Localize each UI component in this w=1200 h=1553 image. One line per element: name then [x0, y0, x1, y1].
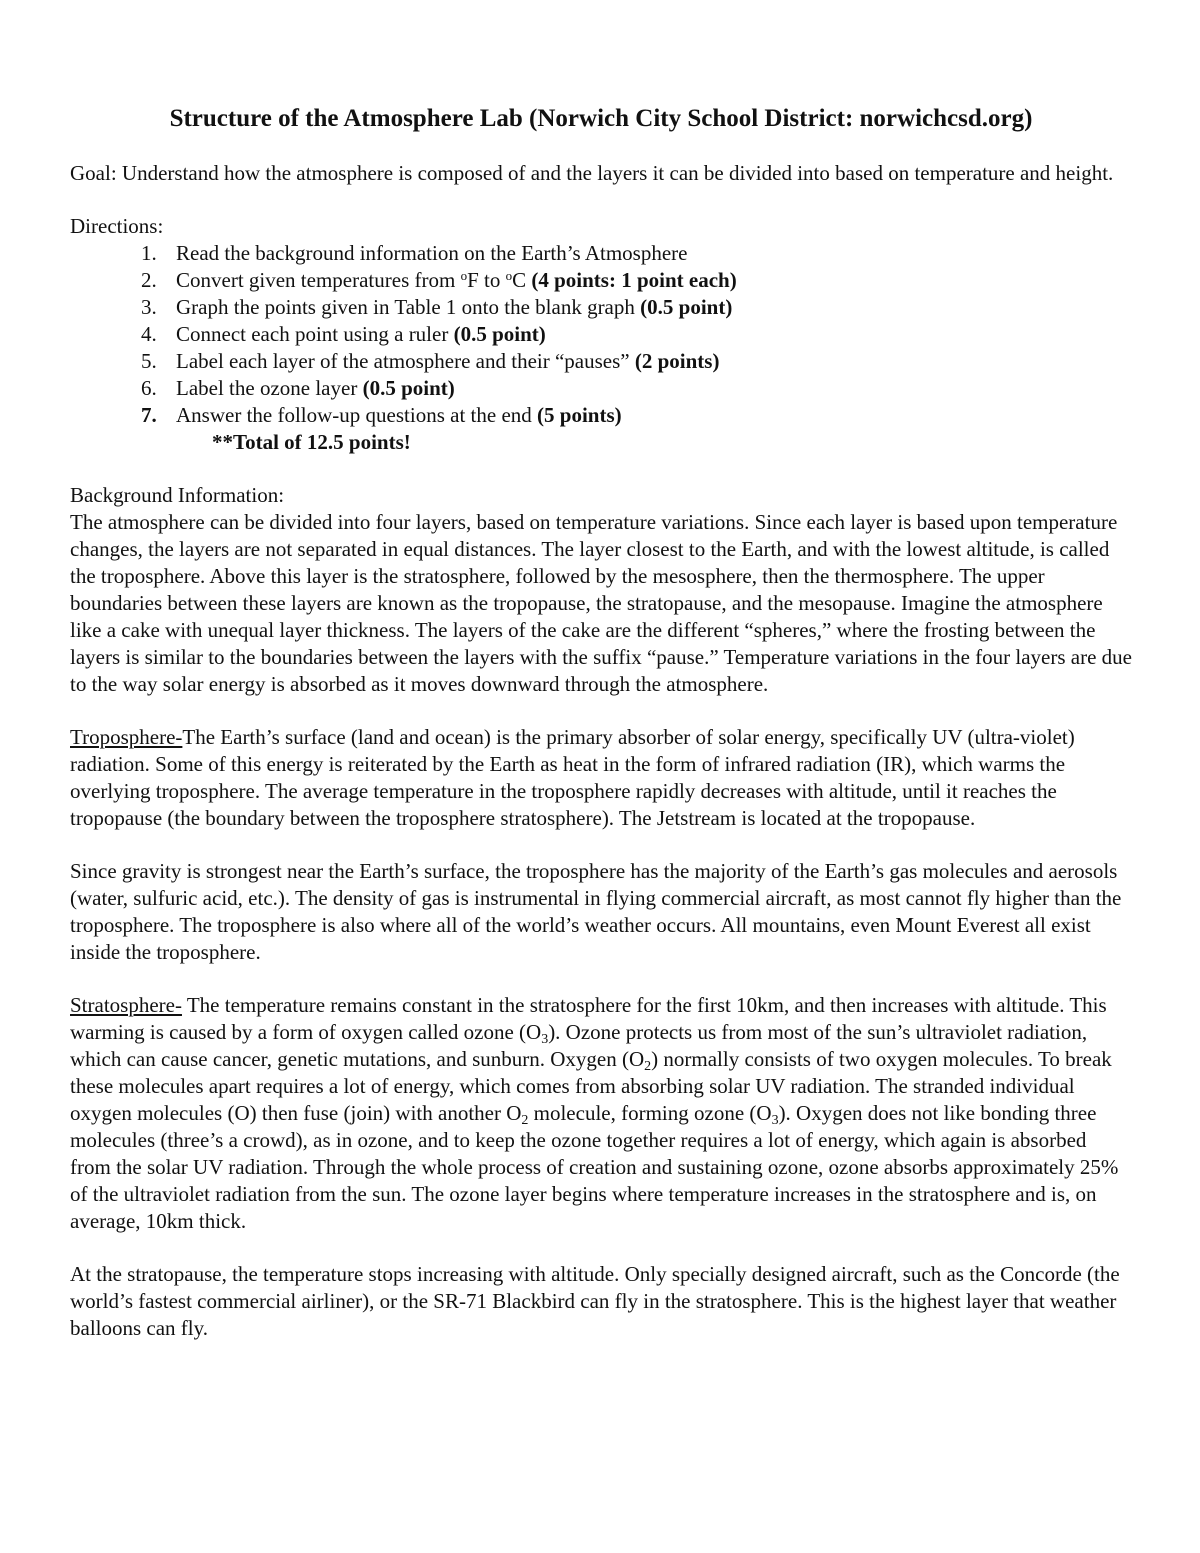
- direction-points: (0.5 point): [453, 322, 546, 346]
- direction-item: 3. Graph the points given in Table 1 onto the blank graph (0.5 point): [141, 295, 733, 319]
- degree-symbol: o: [460, 268, 468, 283]
- background-label: Background Information:: [70, 483, 285, 507]
- direction-item: 5. Label each layer of the atmosphere and their “pauses” (2 points): [141, 349, 720, 373]
- direction-item: 7. Answer the follow-up questions at the end (5 points): [141, 403, 622, 427]
- goal-paragraph: Goal: Understand how the atmosphere is composed of and the layers it can be divided into based on temperature and height.: [70, 161, 1114, 185]
- direction-points: (0.5 point): [640, 295, 733, 319]
- direction-points: (4 points: 1 point each): [531, 268, 737, 292]
- troposphere-paragraph: Troposphere-The Earth’s surface (land and ocean) is the primary absorber of solar energy, specifically UV (ultra-violet) radiation. Some of this energy is reiterated by the Earth as heat in the form of infrared radiation (IR), which warms the overlying troposphere. The average temperature in the troposphere rapidly decreases with altitude, until it reaches the tropopause (the boundary between the troposphere stratosphere). The Jetstream is located at the tropopause.: [70, 725, 1075, 830]
- direction-points: (2 points): [634, 349, 720, 373]
- stratosphere-heading: Stratosphere-: [70, 993, 182, 1017]
- troposphere-heading: Troposphere-: [70, 725, 183, 749]
- direction-item: 6. Label the ozone layer (0.5 point): [141, 376, 455, 400]
- directions-list: [70, 240, 1132, 429]
- stratosphere-paragraph: Stratosphere- The temperature remains constant in the stratosphere for the first 10km, and then increases with altitude. This warming is caused by a form of oxygen called ozone $(O_3)$. Ozone protects us from most of the sun’s ultraviolet radiation, which can cause cancer, genetic mutations, and sunburn. Oxygen $(O_2)$ normally consists of two oxygen molecules. To break these molecules apart requires a lot of energy, which comes from absorbing solar UV radiation. The stranded individual oxygen molecules (O) then fuse (join) with another $O_2$ molecule, forming ozone $(O_3)$. Oxygen does not like bonding three molecules (three’s a crowd), as in ozone, and to keep the ozone together requires a lot of energy, which again is absorbed from the solar UV radiation. Through the whole process of creation and sustaining ozone, ozone absorbs approximately 25% of the ultraviolet radiation from the sun. The ozone layer begins where temperature increases in the stratosphere and is, on average, 10km thick.: [70, 993, 1119, 1233]
- direction-item: 2. Convert given temperatures from $^o$F to $^o$C (4 points: 1 point each): [141, 268, 737, 292]
- background-paragraph: The atmosphere can be divided into four layers, based on temperature variations. Since each layer is based upon temperature changes, the layers are not separated in equal distances. The layer closest to the Earth, and with the lowest altitude, is called the troposphere. Above this layer is the stratosphere, followed by the mesosphere, then the thermosphere. The upper boundaries between these layers are known as the tropopause, the stratopause, and the mesopause. Imagine the atmosphere like a cake with unequal layer thickness. The layers of the cake are the different “spheres,” where the frosting between the layers is similar to the boundaries between the layers with the suffix “pause.” Temperature variations in the four layers are due to the way solar energy is absorbed as it moves downward through the atmosphere.: [70, 510, 1132, 696]
- gravity-paragraph: Since gravity is strongest near the Earth’s surface, the troposphere has the majority of the Earth’s gas molecules and aerosols (water, sulfuric acid, etc.). The density of gas is instrumental in flying commercial aircraft, as most cannot fly higher than the troposphere. The troposphere is also where all of the world’s weather occurs. All mountains, even Mount Everest all exist inside the troposphere.: [70, 859, 1122, 964]
- direction-item: 4. Connect each point using a ruler (0.5 point): [141, 322, 546, 346]
- direction-points: (5 points): [537, 403, 622, 427]
- document-title: Structure of the Atmosphere Lab (Norwich City School District: norwichcsd.org): [169, 105, 1033, 132]
- directions-label: Directions:: [70, 214, 164, 238]
- total-points: **Total of 12.5 points!: [212, 430, 411, 454]
- degree-symbol: o: [505, 268, 513, 283]
- direction-points: (0.5 point): [362, 376, 455, 400]
- direction-item: 1. Read the background information on the Earth’s Atmosphere: [141, 241, 688, 265]
- document-page: [70, 104, 1132, 1342]
- stratopause-paragraph: At the stratopause, the temperature stops increasing with altitude. Only specially designed aircraft, such as the Concorde (the world’s fastest commercial airliner), or the SR-71 Blackbird can fly in the stratosphere. This is the highest layer that weather balloons can fly.: [70, 1262, 1120, 1340]
